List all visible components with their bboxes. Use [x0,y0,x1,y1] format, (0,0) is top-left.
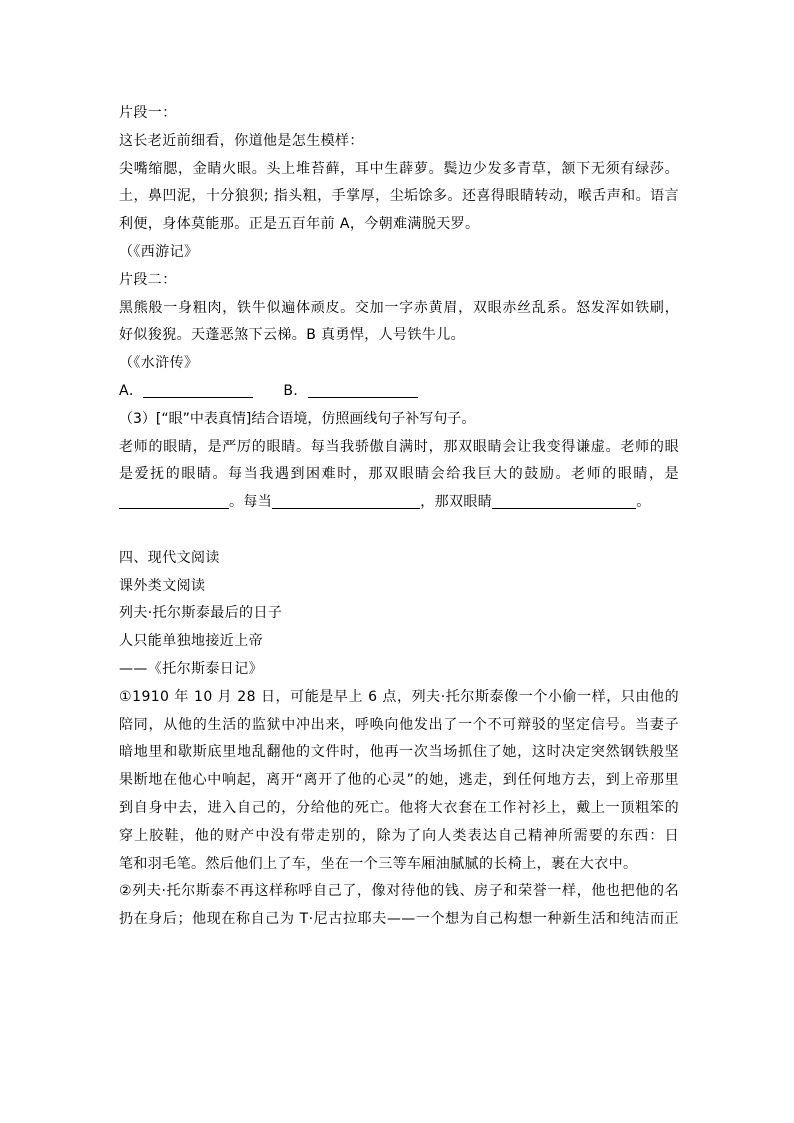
question3-line: 老师的眼睛，是严厉的眼睛。每当我骄傲自满时，那双眼睛会让我变得谦虚。老师的眼 [119,438,679,455]
answer-b-blank[interactable] [308,381,418,398]
question3-prompt: （3）[“眼”中表真情]结合语境，仿照画线句子补写句子。 [119,410,476,427]
article-line: 扔在身后；他现在称自己为 T·尼古拉耶夫——一个想为自己构想一种新生活和纯洁而正 [119,911,679,928]
article-line: 陪同，从他的生活的监狱中冲出来，呼唤向他发出了一个不可辩驳的坚定信号。当妻子 [119,716,679,733]
fragment2-line: 黑熊般一身粗肉，铁牛似遍体顽皮。交加一字赤黄眉，双眼赤丝乱系。怒发浑如铁刷， [119,299,679,316]
answer-b-label: B． [283,382,308,399]
fragment1-line: 尖嘴缩腮，金睛火眼。头上堆苔藓，耳中生薜萝。鬓边少发多青草，颔下无须有绿莎。 [119,160,679,177]
answer-a-blank[interactable] [143,381,253,398]
question3-line: 是爱抚的眼睛。每当我遇到困难时，那双眼睛会给我巨大的鼓励。老师的眼睛，是 [119,466,679,483]
fill-text-end: 。 [636,494,651,511]
article-title: 列夫·托尔斯泰最后的日子 [119,605,283,622]
fragment1-line: 土，鼻凹泥，十分狼狈; 指头粗，手掌厚，尘垢馀多。还喜得眼睛转动，喉舌声和。语言 [119,188,679,205]
article-line: 笔和羽毛笔。然后他们上了车，坐在一个三等车厢油腻腻的长椅上，裹在大衣中。 [119,855,638,872]
question3-fill-line [119,489,679,517]
answer-a-label: A． [119,382,144,399]
fill-blank-2[interactable] [272,492,420,509]
article-line: ①1910 年 10 月 28 日，可能是早上 6 点，列夫·托尔斯泰像一个小偷一样，只由他的 [119,688,679,705]
fill-text-2: ，那双眼睛 [420,494,493,511]
answer-line [119,378,679,406]
fragment2-source: （《水浒传》 [119,355,199,372]
fill-text-1: 。每当 [229,494,273,511]
fragment1-source: （《西游记》 [119,243,199,260]
fragment1-line: 利便，身体莫能那。正是五百年前 A，今朝难满脱天罗。 [119,216,480,233]
fill-blank-3[interactable] [492,492,636,509]
article-line: 果断地在他心中响起，离开“离开了他的心灵”的她，逃走，到任何地方去，到上帝那里 [119,772,679,789]
fragment1-heading: 片段一： [119,105,177,121]
epigraph-source: ——《托尔斯泰日记》 [119,660,263,677]
document-page [119,100,679,934]
section4-title: 四、现代文阅读 [119,549,220,566]
section4-subtitle: 课外类文阅读 [119,577,206,594]
fragment1-line: 这长老近前细看，你道他是怎生模样： [119,132,364,149]
article-line: 穿上胶鞋，他的财产中没有带走别的，除为了向人类表达自己精神所需要的东西：日 [119,827,679,844]
fragment2-heading: 片段二： [119,271,177,288]
epigraph: 人只能单独地接近上帝 [119,633,263,650]
article-line: 到自身中去，进入自己的，分给他的死亡。他将大衣套在工作衬衫上，戴上一顶粗笨的 [119,799,679,816]
fragment2-line: 好似狻猊。天蓬恶煞下云梯。B 真勇悍，人号铁牛儿。 [119,327,466,344]
article-line: 暗地里和歇斯底里地乱翻他的文件时，他再一次当场抓住了她，这时决定突然钢铁般坚 [119,744,679,761]
article-line: ②列夫·托尔斯泰不再这样称呼自己了，像对待他的钱、房子和荣誉一样，他也把他的名 [119,883,679,900]
fill-blank-1[interactable] [119,492,229,509]
